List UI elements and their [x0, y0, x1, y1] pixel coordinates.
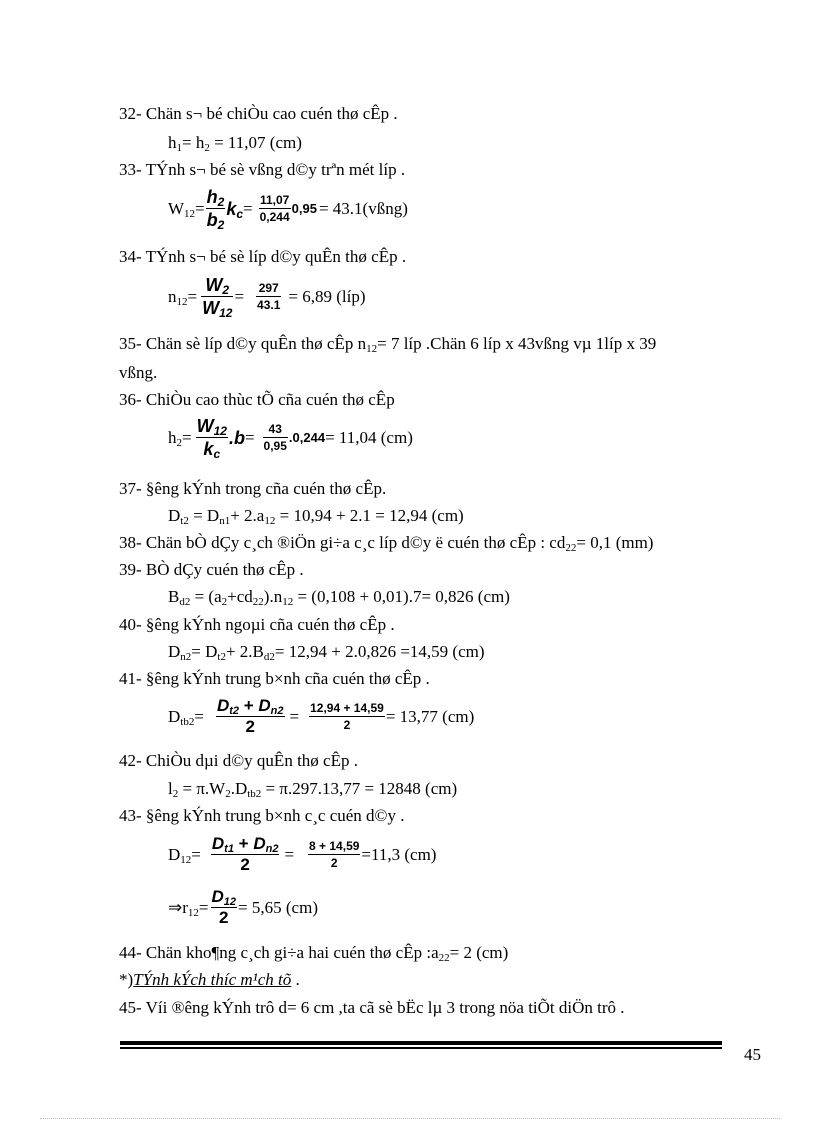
formula-bd2: $B_{d2} = (a_2+cd_{22}).n_{12} = (0,108 + 0,01).7= 0,826$ (cm): [168, 587, 510, 608]
item-34: 34- TÝnh s¬ bé sè líp d©y quÊn thø cÊp .: [119, 247, 407, 266]
item-43: 43- §êng kÝnh trung b×nh c¸c cuén d©y .: [119, 806, 405, 825]
formula-w12: $W_{12}=$ $\frac{h_2}{b_2}$ $k_c$ = $\frac{11,07}{0,244}$ 0,95 = 43.1(vßng): [168, 187, 408, 232]
formula-dn2: $D_{n2}= D_{t2}+ 2.B_{d2}= 12,94 + 2.0,826 =14,59$ (cm): [168, 642, 485, 663]
item-42: 42- ChiÒu dµi d©y quÊn thø cÊp .: [119, 751, 358, 770]
item-38: 38- Chän bÒ dÇy c¸ch ®iÖn gi÷a c¸c líp d©y ë cuén thø cÊp : $cd_{22}= 0,1$ (mm): [119, 533, 654, 554]
page-number: 45: [744, 1045, 761, 1064]
formula-n12: $n_{12}=$ $\frac{W_2}{W_{12}}$ = $\frac{297}{43.1}$ = 6,89 (líp): [168, 275, 366, 320]
formula-dtb2: $D_{tb2}=$ $\frac{D_{t2} + D_{n2}}{2}$ = $\frac{12,94 + 14,59}{2}$ = 13,77 (cm): [168, 696, 475, 736]
item-33: 33- TÝnh s¬ bé sè vßng d©y trªn mét líp .: [119, 160, 406, 179]
formula-dt2: $D_{t2} = D_{n1}+ 2.a_{12} = 10,94 + 2.1 = 12,94$ (cm): [168, 506, 464, 527]
formula-r12: $\Rightarrow r_{12}=$ $\frac{D_{12}}{2}$ = 5,65 (cm): [168, 887, 318, 927]
footer-rule-thick: [120, 1041, 722, 1045]
item-35: 35- Chän sè líp d©y quÊn thø cÊp $n_{12}= 7$ líp .Chän 6 líp x 43vßng vµ 1líp x 39: [119, 334, 657, 355]
formula-h1-h2: $h_1= h_2 = 11,07$ (cm): [168, 133, 302, 154]
page-bottom-divider: [40, 1118, 780, 1119]
item-32: 32- Chän s¬ bé chiÒu cao cuén thø cÊp .: [119, 104, 398, 123]
section-heading: *)TÝnh kÝch thíc m¹ch tõ .: [119, 970, 300, 989]
formula-d12: $D_{12}=$ $\frac{D_{t1} + D_{n2}}{2}$ = $\frac{8 + 14,59}{2}$ =11,3 (cm): [168, 834, 437, 874]
item-45: 45- Víi ®êng kÝnh trô d= 6 cm ,ta cã sè bËc lµ 3 trong nöa tiÕt diÖn trô .: [119, 998, 625, 1017]
item-40: 40- §êng kÝnh ngoµi cña cuén thø cÊp .: [119, 615, 395, 634]
item-44: 44- Chän kho¶ng c¸ch gi÷a hai cuén thø cÊp $:a_{22}= 2$ (cm): [119, 943, 509, 964]
formula-h2: $h_2=$ $\frac{W_{12}}{k_c}$ .b = $\frac{43}{0,95}$ .0,244 = 11,04 (cm): [168, 416, 413, 461]
item-39: 39- BÒ dÇy cuén thø cÊp .: [119, 560, 304, 579]
item-41: 41- §êng kÝnh trung b×nh cña cuén thø cÊp .: [119, 669, 430, 688]
formula-l2: $l_2 = \pi.W_2.D_{tb2} = \pi.297.13,77 = 12848$ (cm): [168, 779, 458, 800]
item-35-cont: vßng.: [119, 363, 158, 382]
implies-arrow: ⇒: [168, 897, 183, 917]
item-36: 36- ChiÒu cao thùc tÕ cña cuén thø cÊp: [119, 390, 395, 409]
item-37: 37- §êng kÝnh trong cña cuén thø cÊp.: [119, 479, 387, 498]
footer-rule-thin: [120, 1047, 722, 1049]
